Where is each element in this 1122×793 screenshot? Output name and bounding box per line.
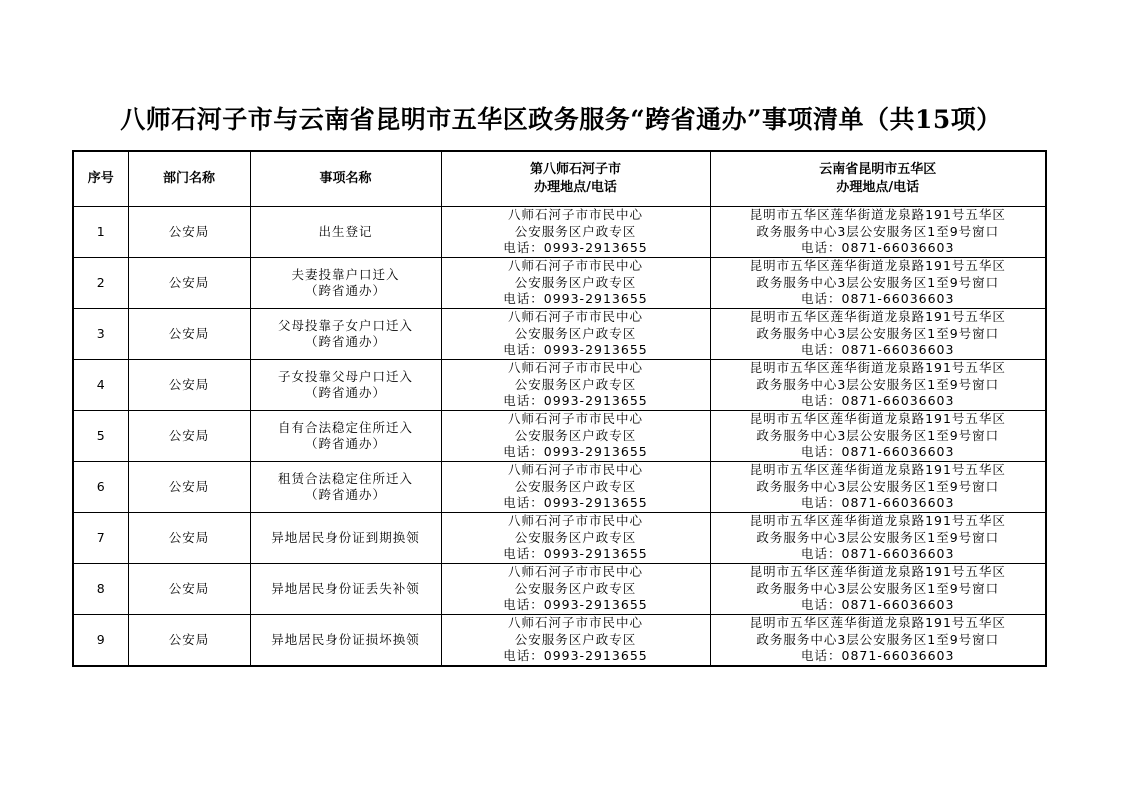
cell-shz-line: 公安服务区户政专区 [514,478,637,494]
cell-shz-line: 公安服务区户政专区 [514,223,637,239]
cell-shz-location [441,513,710,564]
cell-shz-line: 电话：0993-2913655 [503,342,648,358]
table-row [73,615,1046,667]
cell-dept: 公安局 [128,360,250,411]
cell-km-line: 昆明市五华区莲华街道龙泉路191号五华区 [749,258,1006,274]
table-header-row [73,151,1046,207]
cell-shz-line: 公安服务区户政专区 [514,631,637,647]
cell-shz-line: 电话：0993-2913655 [503,444,648,460]
cell-km-line: 电话：0871-66036603 [801,495,955,511]
cell-km-line: 政务服务中心3层公安服务区1至9号窗口 [756,631,1000,647]
cell-item-line: 自有合法稳定住所迁入 [277,419,413,435]
cell-shz-line: 公安服务区户政专区 [514,580,637,596]
cell-item [250,309,441,360]
cell-km-line: 电话：0871-66036603 [801,393,955,409]
header-km-line: 云南省昆明市五华区 [819,162,937,177]
cell-km-location [710,207,1046,258]
cell-km-location [710,513,1046,564]
cell-seq: 8 [73,564,128,615]
cell-km-line: 昆明市五华区莲华街道龙泉路191号五华区 [749,207,1006,223]
cell-shz-line: 八师石河子市市民中心 [507,360,643,376]
cell-item-line: 异地居民身份证到期换领 [271,529,420,545]
cell-km-line: 电话：0871-66036603 [801,291,955,307]
cell-shz-line: 公安服务区户政专区 [514,274,637,290]
cell-shz-line: 八师石河子市市民中心 [507,309,643,325]
cell-shz-line: 电话：0993-2913655 [503,240,648,256]
cell-shz-line: 八师石河子市市民中心 [507,207,643,223]
cell-item-line: 子女投靠父母户口迁入 [277,368,413,384]
cell-item-line: 异地居民身份证损坏换领 [271,631,420,647]
cell-km-line: 政务服务中心3层公安服务区1至9号窗口 [756,478,1000,494]
cell-km-line: 政务服务中心3层公安服务区1至9号窗口 [756,529,1000,545]
cell-item-line: （跨省通办） [304,487,386,502]
table-row [73,462,1046,513]
cell-shz-location [441,258,710,309]
cell-shz-location [441,309,710,360]
cell-shz-line: 电话：0993-2913655 [503,648,648,664]
header-seq: 序号 [73,151,128,207]
cell-shz-line: 公安服务区户政专区 [514,427,637,443]
cell-km-line: 昆明市五华区莲华街道龙泉路191号五华区 [749,564,1006,580]
cell-seq: 9 [73,615,128,667]
cell-shz-location [441,462,710,513]
cell-item [250,513,441,564]
cell-shz-line: 电话：0993-2913655 [503,546,648,562]
cell-km-line: 昆明市五华区莲华街道龙泉路191号五华区 [749,309,1006,325]
cell-dept: 公安局 [128,462,250,513]
cell-km-line: 政务服务中心3层公安服务区1至9号窗口 [756,376,1000,392]
services-table [72,150,1047,667]
cell-km-line: 政务服务中心3层公安服务区1至9号窗口 [756,580,1000,596]
cell-seq: 1 [73,207,128,258]
cell-dept: 公安局 [128,411,250,462]
cell-km-location [710,258,1046,309]
cell-km-location [710,411,1046,462]
table-row [73,309,1046,360]
cell-km-location [710,309,1046,360]
cell-km-line: 昆明市五华区莲华街道龙泉路191号五华区 [749,513,1006,529]
table-row [73,564,1046,615]
cell-item [250,615,441,667]
document-title: 八师石河子市与云南省昆明市五华区政务服务“跨省通办”事项清单（共15项） [120,105,1002,134]
cell-shz-location [441,360,710,411]
cell-km-line: 政务服务中心3层公安服务区1至9号窗口 [756,223,1000,239]
cell-km-line: 政务服务中心3层公安服务区1至9号窗口 [756,427,1000,443]
cell-km-location [710,615,1046,667]
cell-shz-location [441,564,710,615]
header-shz [441,151,710,207]
cell-shz-line: 电话：0993-2913655 [503,393,648,409]
cell-seq: 4 [73,360,128,411]
table-row [73,207,1046,258]
header-item: 事项名称 [250,151,441,207]
cell-km-line: 昆明市五华区莲华街道龙泉路191号五华区 [749,360,1006,376]
cell-shz-line: 公安服务区户政专区 [514,376,637,392]
cell-km-location [710,360,1046,411]
header-shz-line: 第八师石河子市 [529,162,621,177]
cell-item [250,207,441,258]
cell-item-line: 出生登记 [318,223,373,239]
cell-shz-line: 电话：0993-2913655 [503,495,648,511]
cell-item [250,258,441,309]
cell-dept: 公安局 [128,615,250,667]
cell-km-line: 电话：0871-66036603 [801,342,955,358]
cell-dept: 公安局 [128,258,250,309]
cell-shz-line: 八师石河子市市民中心 [507,462,643,478]
cell-km-location [710,462,1046,513]
cell-km-line: 昆明市五华区莲华街道龙泉路191号五华区 [749,462,1006,478]
cell-shz-line: 八师石河子市市民中心 [507,615,643,631]
header-shz-line: 办理地点/电话 [534,180,617,195]
cell-shz-line: 电话：0993-2913655 [503,291,648,307]
cell-shz-location [441,411,710,462]
header-dept: 部门名称 [128,151,250,207]
table-row [73,411,1046,462]
cell-seq: 5 [73,411,128,462]
cell-km-line: 政务服务中心3层公安服务区1至9号窗口 [756,325,1000,341]
cell-item [250,360,441,411]
cell-shz-line: 八师石河子市市民中心 [507,564,643,580]
table-row [73,513,1046,564]
cell-item [250,462,441,513]
cell-item-line: 夫妻投靠户口迁入 [291,266,400,282]
cell-dept: 公安局 [128,564,250,615]
cell-km-location [710,564,1046,615]
cell-seq: 3 [73,309,128,360]
cell-km-line: 电话：0871-66036603 [801,444,955,460]
cell-km-line: 电话：0871-66036603 [801,546,955,562]
cell-dept: 公安局 [128,207,250,258]
cell-item-line: （跨省通办） [304,436,386,451]
cell-seq: 2 [73,258,128,309]
cell-shz-line: 公安服务区户政专区 [514,529,637,545]
cell-shz-line: 八师石河子市市民中心 [507,411,643,427]
cell-km-line: 电话：0871-66036603 [801,597,955,613]
cell-shz-line: 八师石河子市市民中心 [507,513,643,529]
cell-dept: 公安局 [128,309,250,360]
header-km [710,151,1046,207]
cell-km-line: 电话：0871-66036603 [801,240,955,256]
cell-km-line: 昆明市五华区莲华街道龙泉路191号五华区 [749,411,1006,427]
header-km-line: 办理地点/电话 [836,180,920,195]
cell-shz-location [441,615,710,667]
cell-shz-line: 八师石河子市市民中心 [507,258,643,274]
table-row [73,360,1046,411]
cell-item-line: （跨省通办） [304,283,386,298]
cell-seq: 7 [73,513,128,564]
cell-item-line: 异地居民身份证丢失补领 [271,580,420,596]
cell-km-line: 政务服务中心3层公安服务区1至9号窗口 [756,274,1000,290]
cell-item-line: （跨省通办） [304,334,386,349]
cell-shz-location [441,207,710,258]
cell-km-line: 昆明市五华区莲华街道龙泉路191号五华区 [749,615,1006,631]
cell-seq: 6 [73,462,128,513]
cell-item-line: （跨省通办） [304,385,386,400]
cell-dept: 公安局 [128,513,250,564]
cell-shz-line: 公安服务区户政专区 [514,325,637,341]
cell-item-line: 父母投靠子女户口迁入 [277,317,413,333]
cell-km-line: 电话：0871-66036603 [801,648,955,664]
cell-item [250,411,441,462]
cell-item [250,564,441,615]
table-row [73,258,1046,309]
cell-item-line: 租赁合法稳定住所迁入 [277,470,413,486]
cell-shz-line: 电话：0993-2913655 [503,597,648,613]
